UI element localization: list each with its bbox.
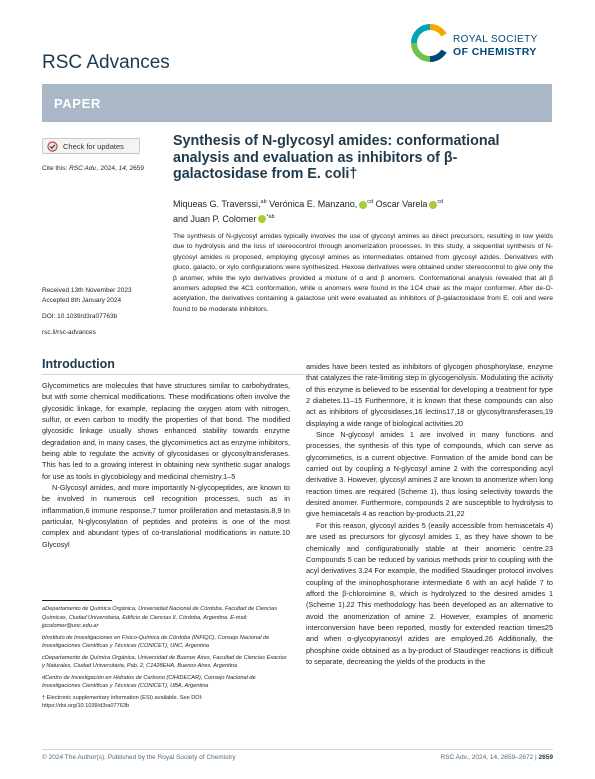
logo-line2: OF CHEMISTRY [453,46,537,58]
citation [42,165,144,172]
article-title: Synthesis of N-glycosyl amides: conformational analysis and evaluation as inhibitors of β-galactosidase from E. coli† [173,133,500,182]
check-updates-label: Check for updates [63,142,124,151]
footnote-d: dCentro de Investigación en Hidratos de Carbono (CIHIDECAR), Consejo Nacional de Investigaciones Científicas y Técnicas (CONICET), UBA, Argentina [42,674,256,689]
body-column-right [306,361,553,667]
introduction-heading: Introduction [42,357,115,371]
author-3: Oscar Varela [375,199,428,209]
footnote-divider [42,600,112,601]
doi[interactable]: DOI: 10.1039/d3ra07763b [42,313,118,320]
cite-journal: RSC Adv., [69,165,99,172]
intro-paragraph-5: For this reason, glycosyl azides 5 (easily accessible from hemiacetals 4) are used as precursors for glycosyl amides 1, as they have shown to be chemically and configurationally stable at their anomeric centre.23 Compounds 5 can be reduced by various methods prior to coupling with the acyl derivatives 3.24 For example, the modified Staudinger protocol involves coupling of the iminophosphorane intermediate 6 with an acyl halide 7 to afford the β-chloroimine 8, which is hydrolyzed to the desired amides 1 (Scheme 1).22 This methodology has been developed as an alternative to avoid the anomerization of amine 2. However, examples of anomeric interconversion have been reported, mostly for extended reaction times25 and when α-glycopyranosyl azides are employed.26 Additionally, the phosphine oxide obtained as a by-product of Staudinger reactions is difficult to separate, decreasing the yields of the products in the [306,520,553,666]
accepted-date: Accepted 8th January 2024 [42,296,122,304]
footnotes [42,605,290,714]
cite-volume: 14, [118,165,128,172]
author-4: and Juan P. Colomer [173,213,257,224]
intro-paragraph-1: Glycomimetics are molecules that have structures similar to carbohydrates, but with some chemical modifications. These modifications often involve the glycosidic linkage, for example, replacing the oxygen atom with nitrogen, sulfur, or even carbon to modify the properties of that bond. The modified glycosidic linkage usually shows enhanced stability towards enzyme degradation and, in many cases, the glycomimetics act as enzyme inhibitors, being able to regulate the activity of glycosidases or glycosyltransferases. This has led to a growing interest in obtaining new synthetic sugar analogs for use as tools in glycobiology and medicinal chemistry.1–5 [42,381,290,481]
check-updates-icon [47,141,58,152]
author-3-affil: cd [437,199,444,205]
footer-reference [440,754,553,761]
page-number: 2659 [538,754,553,761]
author-list [173,196,503,225]
footer-journal-ref: RSC Adv., 2024, 14, 2659–2672 | [440,754,537,761]
intro-paragraph-3: amides have been tested as inhibitors of glycogen phosphorylase, enzyme that catalyzes the rate-limiting step in glycogenolysis. Modulating the activity of this enzyme is believed to be essential for developing a treatment for type 2 diabetes.11–15 Furthermore, it is known that these compounds can also act as inhibitors of glycosidases,16 lectins17,18 or glycosyltransferases,19 displaying a wide range of biological activities.20 [306,362,553,428]
author-1: Miqueas G. Traverssi, [173,199,261,209]
author-2: Verónica E. Manzano, [269,199,358,209]
article-dates [42,286,162,337]
author-1-affil: ab [260,199,267,205]
copyright: © 2024 The Author(s). Published by the Royal Society of Chemistry [42,754,236,761]
intro-paragraph-2: N-Glycosyl amides, and more importantly N-glycopeptides, are known to be involved in numerous cell recognition processes, such as in inflammation,6 immune response,7 tumor proliferation and metastasis.8,9 In particular, N-glycosylation of peptides and proteins is one of the most complex and abundant types of co-translational modifications in nature.10 Glycosyl [42,483,290,549]
footnote-a: aDepartamento de Química Orgánica, Universidad Nacional de Córdoba, Facultad de Ciencias Químicas, Ciudad Universitaria, Edificio de Ciencias II, Córdoba, Argentina. E-mail: jpcolomer@unc.edu.ar [42,606,278,629]
logo-line1: ROYAL SOCIETY [453,34,538,45]
check-for-updates-button[interactable] [42,138,140,154]
footnote-c: cDepartamento de Química Orgánica, Universidad de Buenos Aires, Facultad de Ciencias Exactas y Naturales, Ciudad Universitaria, Pab. 2, C1428EHA, Buenos Aires, Argentina [42,654,287,669]
author-4-affil: *ab [266,213,275,220]
received-date: Received 13th November 2023 [42,287,132,294]
abstract: The synthesis of N-glycosyl amides typically involves the use of glycosyl amines as direct precursors, resulting in low yields due to hydrolysis and the loss of stereocontrol through anomerization processes. In this study, a sequential synthesis of N-glycosyl amides is proposed, employing glycosyl amines as intermediates obtained from glycosyl azides. Derivatives with gluco, galacto, or xylo configurations were synthesized. Hexose derivatives were obtained under stereocontrol to give only the β anomer, while the xylo derivatives provided a mixture of α and β anomers. Conformational analysis revealed that all β anomers adopted the 4C1 conformation, while α anomers were found in the 1C4 chair as the major conformer. After de-O-acetylation, the derivatives containing a galactose unit were evaluated as inhibitors of β-galactosidase from E. coli and were found to be moderate inhibitors. [173,233,553,313]
cite-page: 2659 [129,165,144,172]
esi-note[interactable]: † Electronic supplementary information (ESI) available. See DOI: https://doi.org/10.1039/d3ra07763b [42,694,203,709]
footnote-b: bInstituto de Investigaciones en Físico-Química de Córdoba (INFIQC), Consejo Nacional de Investigaciones Científicas y Técnicas (CONICET), UNC, Argentina [42,634,270,649]
body-column-left [42,380,290,550]
rsc-logo-icon [411,24,449,62]
section-label: PAPER [54,96,101,111]
journal-link[interactable]: rsc.li/rsc-advances [42,328,96,336]
cite-label: Cite this: [42,165,68,172]
page-footer [42,749,553,763]
cite-year: 2024, [100,165,117,172]
section-banner [42,84,552,122]
rsc-logo[interactable] [411,24,561,62]
author-2-affil: cd [367,199,374,205]
intro-paragraph-4: Since N-glycosyl amides 1 are involved in many functions and processes, the synthesis of this type of compounds, which can serve as glycomimetics, is a current objective. Formation of the amide bond can be carried out by coupling a N-glycosyl amine 2 with the corresponding acyl derivative 3. However, glycosyl amines 2 are known to anomerize when long reaction times are required (Scheme 1), thus losing selectivity towards the desired anomer. Furthermore, compounds 2 are susceptible to hydrolysis to give hemiacetals 4 as reaction by-products.21,22 [306,430,553,519]
journal-name: RSC Advances [42,52,170,73]
